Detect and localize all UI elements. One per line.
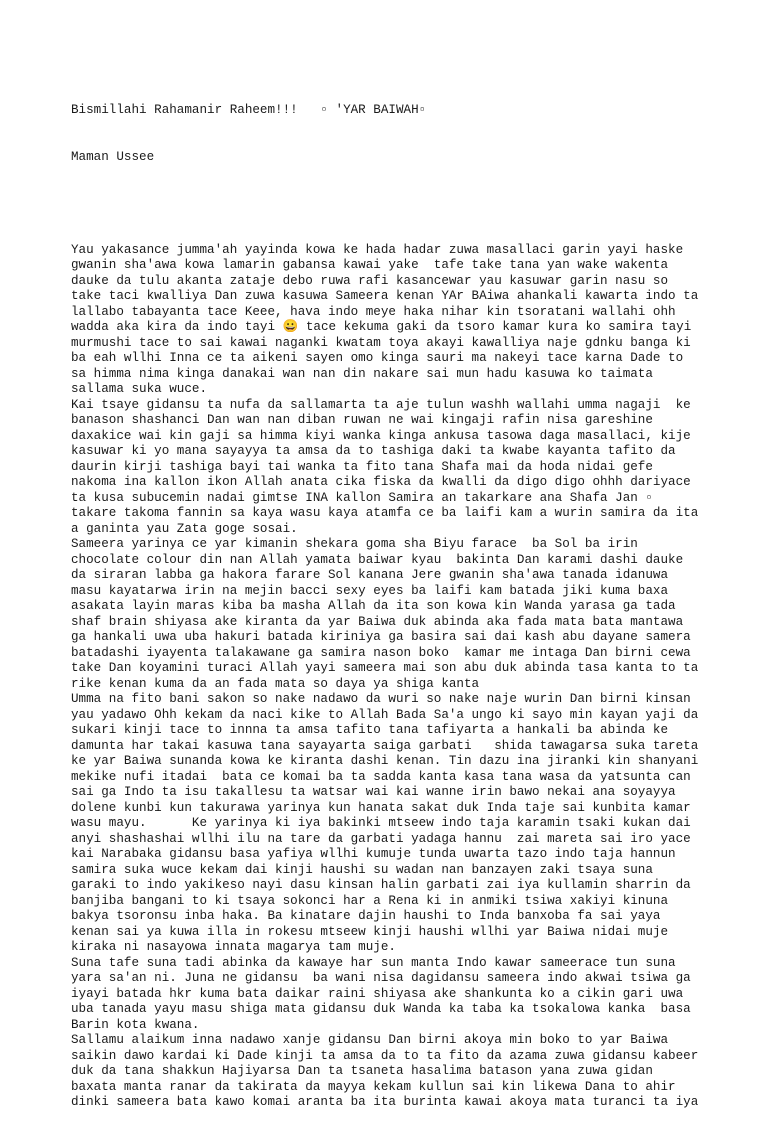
document-author: Maman Ussee: [71, 149, 155, 164]
text-line: Barin kota kwana.: [71, 1017, 200, 1032]
text-line: takare takoma fannin sa kaya wasu kaya atamfa ce ba laifi kam a wurin samira da ita: [71, 506, 699, 520]
text-line: chocolate colour din nan Allah yamata baiwar kyau bakinta Dan karami dashi dauke: [71, 552, 684, 567]
text-line: garaki to indo yakikeso nayi dasu kinsan halin garbati zai iya kullamin sharrin da: [71, 878, 691, 892]
text-line: lallabo tabayanta tace Keee, hava indo meye haka nihar kin tsoratani wallahi ohh: [71, 304, 676, 319]
text-line: wasu mayu. Ke yarinya ki iya bakinki mtseew indo taja karamin tsaki kukan dai: [71, 816, 691, 830]
text-line: wadda aka kira da indo tayi 😀 tace kekuma gaki da tsoro kamar kura ko samira tayi: [71, 320, 692, 334]
text-line: asakata layin maras kiba ba masha Allah da ita son kowa kin Wanda yarasa ga tada: [71, 599, 676, 613]
text-line: daurin kirji tashiga bayi tai wanka ta fito tana Shafa mai da hoda nidai gefe: [71, 459, 653, 474]
document-title: Bismillahi Rahamanir Raheem!!! ▫ 'YAR BAIWAH▫: [71, 103, 427, 117]
text-line: Yau yakasance jumma'ah yayinda kowa ke hada hadar zuwa masallaci garin yayi haske: [71, 242, 684, 257]
text-line: gwanin sha'awa kowa lamarin gabansa kawai yake tafe take tana yan wake wakenta: [71, 258, 669, 272]
text-line: saikin dawo kardai ki Dade kinji ta amsa da to ta fito da azama zuwa gidansu kabeer: [71, 1048, 699, 1063]
document-body: [71, 243, 711, 1111]
text-line: baxata manta ranar da takirata da mayya kekam kullun sai kin likewa Dana to ahir: [71, 1079, 676, 1094]
text-line: shaf brain shiyasa ake kiranta da yar Baiwa duk abinda aka fada mata bata mantawa: [71, 614, 684, 629]
text-line: take taci kwalliya Dan zuwa kasuwa Sameera kenan YAr BAiwa ahankali kawarta indo ta: [71, 289, 699, 303]
text-line: masu kayatarwa irin na mejin bacci sexy eyes ba laifi kam batada jiki kuma baxa: [71, 583, 669, 598]
text-line: banjiba bangani to ki tsaya sokonci har a Rena ki in anmiki tsiwa xakiyi kinuna: [71, 893, 669, 908]
text-line: ke yar Baiwa sunanda kowa ke kiranta dashi kenan. Tin dazu ina jiranki kin shanyani: [71, 754, 699, 768]
text-line: kiraka ni nasayowa innata magarya tam muje.: [71, 940, 396, 954]
text-line: uba tanada yayu masu shiga mata gidansu duk Wanda ka taba ka tsokalowa kanka basa: [71, 1002, 691, 1016]
text-line: mekike nufi itadai bata ce komai ba ta sadda kanta kasa tana wasa da yatsunta can: [71, 769, 691, 784]
text-line: dauke da tulu akanta zataje debo ruwa rafi kasancewar yau kasuwar garin nasu so: [71, 273, 669, 288]
text-line: da siraran labba ga hakora farare Sol kanana Jere gwanin sha'awa tanada idanuwa: [71, 568, 669, 582]
text-line: duk da tana shakkun Hajiyarsa Dan ta tsaneta hasalima batason yana zuwa gidan: [71, 1064, 653, 1078]
text-line: Umma na fito bani sakon so nake nadawo da wuri so nake naje wurin Dan birni kinsan: [71, 692, 691, 706]
text-line: sa himma nima kinga danakai wan nan din nakare sai mun hadu kasuwa ko taimata: [71, 366, 653, 381]
text-line: banason shashanci Dan wan nan diban ruwan ne wai kingaji rafin nisa gareshine: [71, 413, 653, 427]
text-line: bakya tsoronsu inba haka. Ba kinatare dajin haushi to Inda banxoba fa sai yaya: [71, 909, 661, 923]
text-line: murmushi tace to sai kawai naganki kwatam toya akayi kawalliya naje gdnku banga ki: [71, 335, 691, 350]
text-line: kasuwar ki yo mana sayayya ta amsa da to tashiga daki ta kwabe kayanta tafito da: [71, 444, 676, 458]
text-line: iyayi batada hkr kuma bata daikar raini shiyasa ake shankunta ko a cikin gari uwa: [71, 986, 684, 1001]
text-line: ba eah wllhi Inna ce ta aikeni sayen omo kinga sauri ma nakeyi tace karna Dade to: [71, 351, 684, 365]
text-line: sallama suka wuce.: [71, 382, 208, 396]
text-line: Sallamu alaikum inna nadawo xanje gidansu Dan birni akoya min boko to yar Baiwa: [71, 1033, 669, 1047]
text-line: sai ga Indo ta isu takallesu ta watsar wai kai wanne irin bawo nekai ana soyayya: [71, 785, 676, 799]
text-line: take Dan koyamini turaci Allah yayi sameera mai son abu duk abinda tasa kanta to ta: [71, 661, 699, 675]
text-line: ga hankali uwa uba hakuri batada kiriniya ga basira sai dai kash abu dayane samera: [71, 630, 691, 644]
text-line: samira suka wuce kekam dai kinji haushi su wadan nan banzayen zaki tsaya suna: [71, 862, 653, 877]
text-line: Sameera yarinya ce yar kimanin shekara goma sha Biyu farace ba Sol ba irin: [71, 537, 638, 551]
text-line: kai Narabaka gidansu basa yafiya wllhi kumuje tunda uwarta tazo indo taja hannun: [71, 847, 676, 861]
text-line: damunta har takai kasuwa tana sayayarta saiga garbati shida tawagarsa suka tareta: [71, 738, 699, 753]
document-page: [71, 72, 711, 1126]
text-line: anyi shashashai wllhi ilu na tare da garbati yadaga hannu zai mareta sai iro yace: [71, 831, 691, 846]
text-line: rike kenan kuma da an fada mata so daya ya shiga kanta: [71, 676, 480, 691]
text-line: dolene kunbi kun takurawa yarinya kun hanata sakat duk Inda taje sai kunbita kamar: [71, 800, 691, 815]
text-line: yau yadawo Ohh kekam da naci kike to Allah Bada Sa'a ungo ki sayo min kayan yaji da: [71, 707, 699, 722]
text-line: ta kusa subucemin nadai gimtse INA kallon Samira an takarkare ana Shafa Jan ▫: [71, 490, 653, 505]
text-line: kenan sai ya kuwa illa in rokesu mtseew kinji haushi wllhi yar Baiwa nidai muje: [71, 924, 669, 939]
text-line: nakoma ina kallon ikon Allah anata cika fiska da kwalli da digo digo ohhh dariyace: [71, 475, 691, 489]
text-line: sukari kinji tace to innna ta amsa tafito tana tafiyarta a hankali ba abinda ke: [71, 723, 669, 737]
text-line: daxakice wai kin gaji sa himma kiyi wanka kinga ankusa tasowa daga masallaci, kije: [71, 428, 691, 443]
text-line: batadashi iyayenta talakawane ga samira nason boko kamar me intaga Dan birni cewa: [71, 645, 691, 660]
text-line: a ganinta yau Zata goge sosai.: [71, 521, 298, 536]
text-line: yara sa'an ni. Juna ne gidansu ba wani nisa dagidansu sameera indo akwai tsiwa ga: [71, 971, 691, 985]
text-line: Suna tafe suna tadi abinka da kawaye har sun manta Indo kawar sameerace tun suna: [71, 955, 676, 970]
text-line: Kai tsaye gidansu ta nufa da sallamarta ta aje tulun washh wallahi umma nagaji ke: [71, 397, 691, 412]
text-line: dinki sameera bata kawo komai aranta ba ita burinta kawai akoya mata turanci ta iya: [71, 1095, 699, 1109]
paragraph-gap: [71, 196, 711, 212]
